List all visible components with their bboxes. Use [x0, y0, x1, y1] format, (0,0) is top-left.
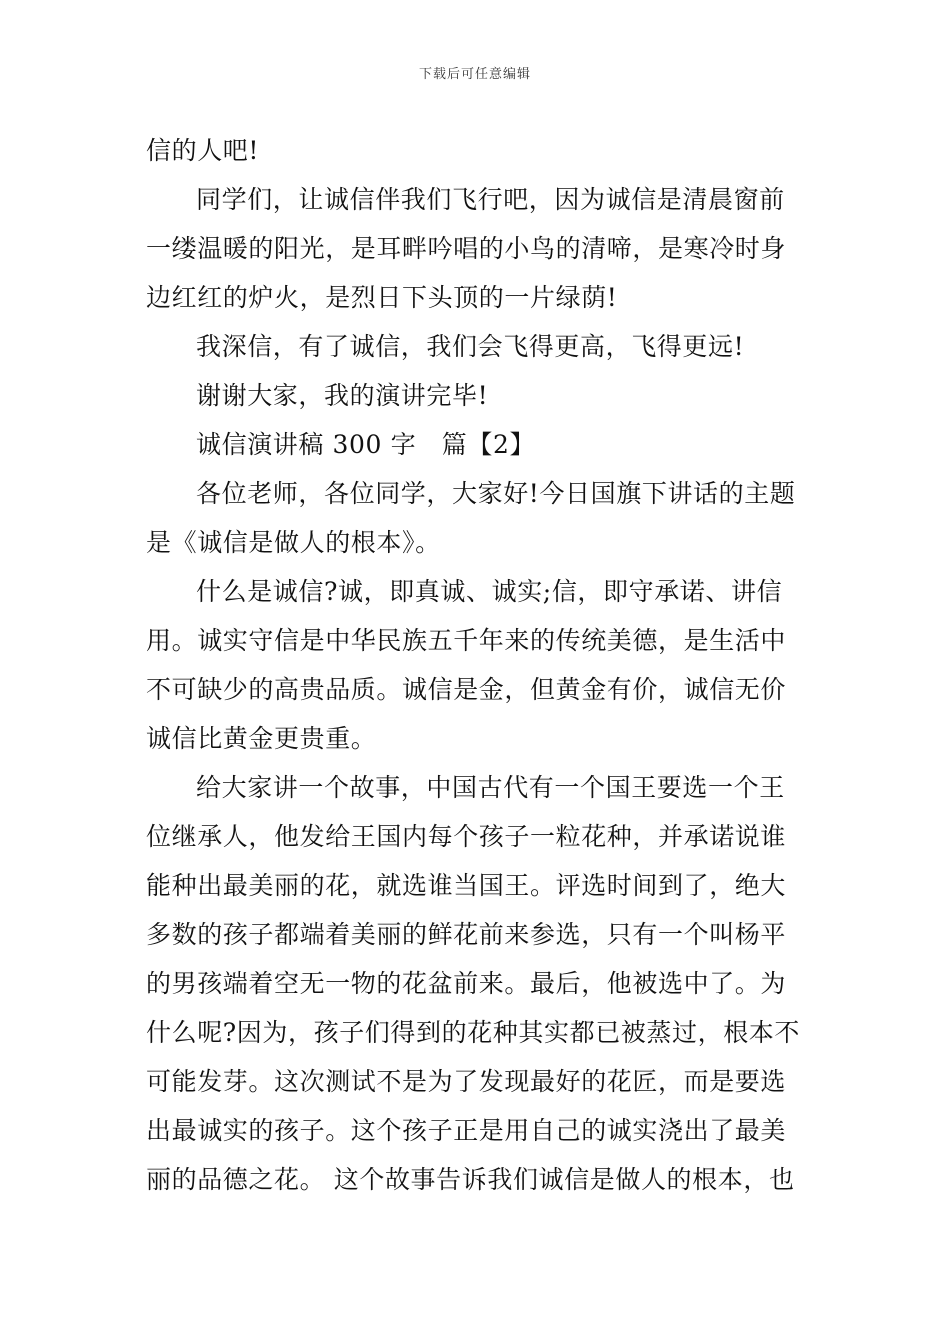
text-line: 多数的孩子都端着美丽的鲜花前来参选，只有一个叫杨平 — [146, 920, 787, 949]
text-line: 可能发芽。这次测试不是为了发现最好的花匠，而是要选 — [146, 1067, 787, 1096]
text-line: 给大家讲一个故事，中国古代有一个国王要选一个王 — [196, 773, 785, 802]
text-line: 谢谢大家，我的演讲完毕! — [196, 381, 489, 410]
text-line: 什么呢?因为，孩子们得到的花种其实都已被蒸过，根本不 — [146, 1018, 801, 1047]
text-line: 不可缺少的高贵品质。诚信是金，但黄金有价，诚信无价 — [146, 675, 787, 704]
text-line: 位继承人，他发给王国内每个孩子一粒花种，并承诺说谁 — [146, 822, 787, 851]
page-header: 下载后可任意编辑 — [418, 67, 531, 82]
document-body — [146, 126, 811, 1204]
text-line: 我深信，有了诚信，我们会飞得更高，飞得更远! — [196, 332, 745, 361]
section-heading: 诚信演讲稿 300 字 篇【2】 — [196, 430, 536, 459]
text-line: 什么是诚信?诚，即真诚、诚实;信，即守承诺、讲信 — [196, 577, 783, 606]
text-line: 诚信比黄金更贵重。 — [146, 724, 377, 753]
text-line: 边红红的炉火，是烈日下头顶的一片绿荫! — [146, 283, 618, 312]
text-line: 各位老师，各位同学，大家好!今日国旗下讲话的主题 — [196, 479, 796, 508]
text-line: 信的人吧! — [146, 136, 260, 165]
text-line: 丽的品德之花。 这个故事告诉我们诚信是做人的根本，也 — [146, 1165, 795, 1194]
text-line: 一缕温暖的阳光，是耳畔吟唱的小鸟的清啼，是寒冷时身 — [146, 234, 787, 263]
text-line: 的男孩端着空无一物的花盆前来。最后，他被选中了。为 — [146, 969, 787, 998]
text-line: 能种出最美丽的花，就选谁当国王。评选时间到了，绝大 — [146, 871, 787, 900]
text-line: 用。诚实守信是中华民族五千年来的传统美德，是生活中 — [146, 626, 787, 655]
text-line: 出最诚实的孩子。这个孩子正是用自己的诚实浇出了最美 — [146, 1116, 787, 1145]
text-line: 是《诚信是做人的根本》。 — [146, 528, 441, 557]
text-line: 同学们，让诚信伴我们飞行吧，因为诚信是清晨窗前 — [196, 185, 785, 214]
